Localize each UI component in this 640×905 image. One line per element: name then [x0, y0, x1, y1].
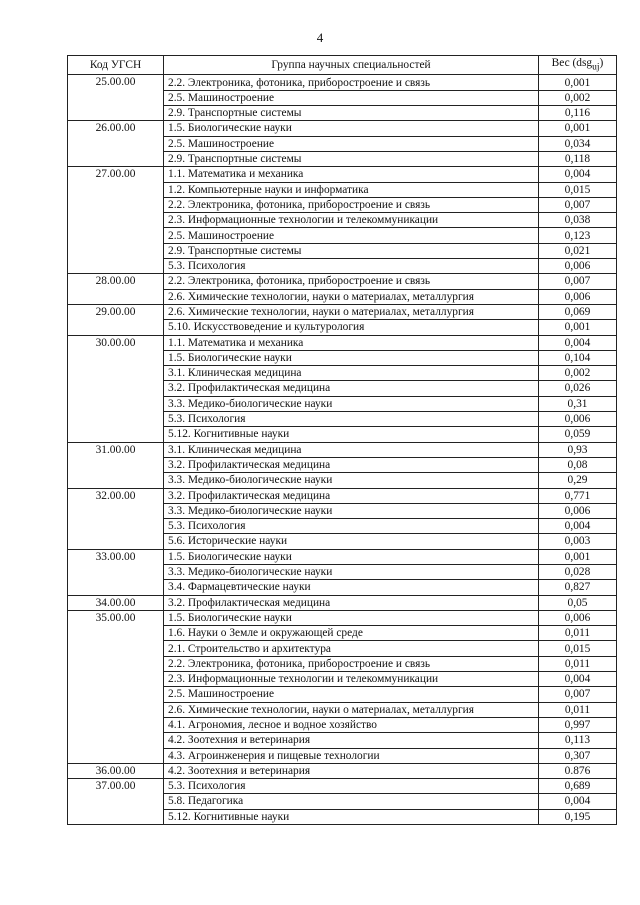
ugsn-code-cell: 30.00.00: [68, 335, 164, 442]
weight-cell: 0,006: [539, 610, 617, 625]
specialty-group-cell: 5.3. Психология: [164, 779, 539, 794]
table-row: [68, 595, 617, 610]
header-weight-close: ): [599, 57, 604, 69]
weight-cell: 0,006: [539, 259, 617, 274]
specialty-group-cell: 3.2. Профилактическая медицина: [164, 595, 539, 610]
weight-cell: 0,015: [539, 641, 617, 656]
weight-cell: 0,007: [539, 687, 617, 702]
weight-cell: 0,118: [539, 151, 617, 166]
specialty-group-cell: 5.3. Психология: [164, 412, 539, 427]
weight-cell: 0,002: [539, 366, 617, 381]
table-row: [68, 121, 617, 136]
header-group: Группа научных специальностей: [164, 56, 539, 75]
specialty-group-cell: 4.1. Агрономия, лесное и водное хозяйство: [164, 717, 539, 732]
specialty-group-cell: 2.2. Электроника, фотоника, приборостроение и связь: [164, 75, 539, 90]
weight-cell: 0,997: [539, 717, 617, 732]
specialty-group-cell: 5.6. Исторические науки: [164, 534, 539, 549]
header-weight-label: Вес (dsg: [551, 57, 593, 69]
weight-cell: 0,003: [539, 534, 617, 549]
weight-cell: 0,034: [539, 136, 617, 151]
ugsn-code-cell: 25.00.00: [68, 75, 164, 121]
weight-cell: 0,059: [539, 427, 617, 442]
table-row: [68, 304, 617, 319]
weight-cell: 0,069: [539, 304, 617, 319]
table-row: [68, 549, 617, 564]
weight-cell: 0,002: [539, 90, 617, 105]
specialty-group-cell: 1.5. Биологические науки: [164, 610, 539, 625]
specialty-group-cell: 2.6. Химические технологии, науки о материалах, металлургия: [164, 304, 539, 319]
weight-cell: 0.876: [539, 763, 617, 778]
weight-cell: 0,195: [539, 809, 617, 824]
specialty-group-cell: 2.1. Строительство и архитектура: [164, 641, 539, 656]
specialty-group-cell: 2.3. Информационные технологии и телекоммуникации: [164, 672, 539, 687]
weight-cell: 0,006: [539, 503, 617, 518]
specialty-group-cell: 1.1. Математика и механика: [164, 335, 539, 350]
specialty-group-cell: 3.3. Медико-биологические науки: [164, 564, 539, 579]
header-weight: [539, 56, 617, 75]
weight-cell: 0,006: [539, 289, 617, 304]
weight-cell: 0,05: [539, 595, 617, 610]
weight-cell: 0,689: [539, 779, 617, 794]
table-row: [68, 75, 617, 90]
table-row: [68, 610, 617, 625]
weight-cell: 0,028: [539, 564, 617, 579]
ugsn-code-cell: 33.00.00: [68, 549, 164, 595]
specialty-group-cell: 2.9. Транспортные системы: [164, 106, 539, 121]
weight-cell: 0,827: [539, 580, 617, 595]
weight-cell: 0,011: [539, 626, 617, 641]
weight-cell: 0,29: [539, 473, 617, 488]
ugsn-code-cell: 26.00.00: [68, 121, 164, 167]
specialty-group-cell: 1.2. Компьютерные науки и информатика: [164, 182, 539, 197]
ugsn-code-cell: 28.00.00: [68, 274, 164, 305]
page-number: 4: [316, 30, 324, 45]
weight-cell: 0,004: [539, 519, 617, 534]
specialty-group-cell: 2.6. Химические технологии, науки о материалах, металлургия: [164, 289, 539, 304]
table-row: [68, 442, 617, 457]
specialty-group-cell: 5.12. Когнитивные науки: [164, 427, 539, 442]
specialty-group-cell: 1.5. Биологические науки: [164, 549, 539, 564]
ugsn-code-cell: 37.00.00: [68, 779, 164, 825]
weight-cell: 0,038: [539, 213, 617, 228]
ugsn-code-cell: 36.00.00: [68, 763, 164, 778]
weight-cell: 0,006: [539, 412, 617, 427]
specialty-group-cell: 3.3. Медико-биологические науки: [164, 503, 539, 518]
specialty-group-cell: 1.5. Биологические науки: [164, 121, 539, 136]
specialty-group-cell: 2.2. Электроника, фотоника, приборостроение и связь: [164, 274, 539, 289]
ugsn-code-cell: 31.00.00: [68, 442, 164, 488]
header-code: Код УГСН: [68, 56, 164, 75]
specialty-group-cell: 2.6. Химические технологии, науки о материалах, металлургия: [164, 702, 539, 717]
weight-cell: 0,015: [539, 182, 617, 197]
specialty-group-cell: 5.10. Искусствоведение и культурология: [164, 320, 539, 335]
weight-cell: 0,08: [539, 457, 617, 472]
weight-cell: 0,007: [539, 197, 617, 212]
table-row: [68, 167, 617, 182]
weight-cell: 0,113: [539, 733, 617, 748]
table-row: [68, 274, 617, 289]
weight-cell: 0,004: [539, 794, 617, 809]
specialty-group-cell: 3.2. Профилактическая медицина: [164, 381, 539, 396]
weight-cell: 0,011: [539, 656, 617, 671]
specialty-group-cell: 3.1. Клиническая медицина: [164, 366, 539, 381]
weight-cell: 0,001: [539, 320, 617, 335]
specialty-group-cell: 3.3. Медико-биологические науки: [164, 396, 539, 411]
table-row: [68, 779, 617, 794]
specialty-group-cell: 2.3. Информационные технологии и телекоммуникации: [164, 213, 539, 228]
specialty-group-cell: 4.2. Зоотехния и ветеринария: [164, 763, 539, 778]
table-row: [68, 335, 617, 350]
specialty-group-cell: 5.12. Когнитивные науки: [164, 809, 539, 824]
weight-cell: 0,011: [539, 702, 617, 717]
specialties-weight-table: [67, 55, 617, 825]
specialty-group-cell: 3.3. Медико-биологические науки: [164, 473, 539, 488]
specialty-group-cell: 1.5. Биологические науки: [164, 350, 539, 365]
weight-cell: 0,307: [539, 748, 617, 763]
header-weight-subscript: uj: [592, 62, 600, 73]
weight-cell: 0,123: [539, 228, 617, 243]
specialty-group-cell: 5.3. Психология: [164, 519, 539, 534]
weight-cell: 0,004: [539, 167, 617, 182]
specialty-group-cell: 2.5. Машиностроение: [164, 90, 539, 105]
weight-cell: 0,001: [539, 75, 617, 90]
specialty-group-cell: 2.5. Машиностроение: [164, 228, 539, 243]
specialty-group-cell: 3.1. Клиническая медицина: [164, 442, 539, 457]
table-row: [68, 488, 617, 503]
specialty-group-cell: 2.5. Машиностроение: [164, 136, 539, 151]
specialty-group-cell: 5.8. Педагогика: [164, 794, 539, 809]
weight-cell: 0,001: [539, 121, 617, 136]
table-header-row: [68, 56, 617, 75]
specialty-group-cell: 2.2. Электроника, фотоника, приборостроение и связь: [164, 197, 539, 212]
weight-cell: 0,771: [539, 488, 617, 503]
weight-cell: 0,026: [539, 381, 617, 396]
weight-cell: 0,104: [539, 350, 617, 365]
specialty-group-cell: 1.6. Науки о Земле и окружающей среде: [164, 626, 539, 641]
weight-cell: 0,007: [539, 274, 617, 289]
specialty-group-cell: 2.5. Машиностроение: [164, 687, 539, 702]
specialty-group-cell: 2.2. Электроника, фотоника, приборостроение и связь: [164, 656, 539, 671]
specialty-group-cell: 4.2. Зоотехния и ветеринария: [164, 733, 539, 748]
ugsn-code-cell: 27.00.00: [68, 167, 164, 274]
specialty-group-cell: 1.1. Математика и механика: [164, 167, 539, 182]
weight-cell: 0,116: [539, 106, 617, 121]
weight-cell: 0,93: [539, 442, 617, 457]
ugsn-code-cell: 35.00.00: [68, 610, 164, 763]
specialty-group-cell: 3.2. Профилактическая медицина: [164, 488, 539, 503]
weight-cell: 0,001: [539, 549, 617, 564]
weight-cell: 0,021: [539, 243, 617, 258]
specialty-group-cell: 3.2. Профилактическая медицина: [164, 457, 539, 472]
weight-cell: 0,004: [539, 335, 617, 350]
table-row: [68, 763, 617, 778]
specialty-group-cell: 3.4. Фармацевтические науки: [164, 580, 539, 595]
weight-cell: 0,31: [539, 396, 617, 411]
specialty-group-cell: 4.3. Агроинженерия и пищевые технологии: [164, 748, 539, 763]
ugsn-code-cell: 34.00.00: [68, 595, 164, 610]
table-body: [68, 75, 617, 825]
weight-cell: 0,004: [539, 672, 617, 687]
ugsn-code-cell: 32.00.00: [68, 488, 164, 549]
specialty-group-cell: 5.3. Психология: [164, 259, 539, 274]
specialty-group-cell: 2.9. Транспортные системы: [164, 151, 539, 166]
ugsn-code-cell: 29.00.00: [68, 304, 164, 335]
specialty-group-cell: 2.9. Транспортные системы: [164, 243, 539, 258]
